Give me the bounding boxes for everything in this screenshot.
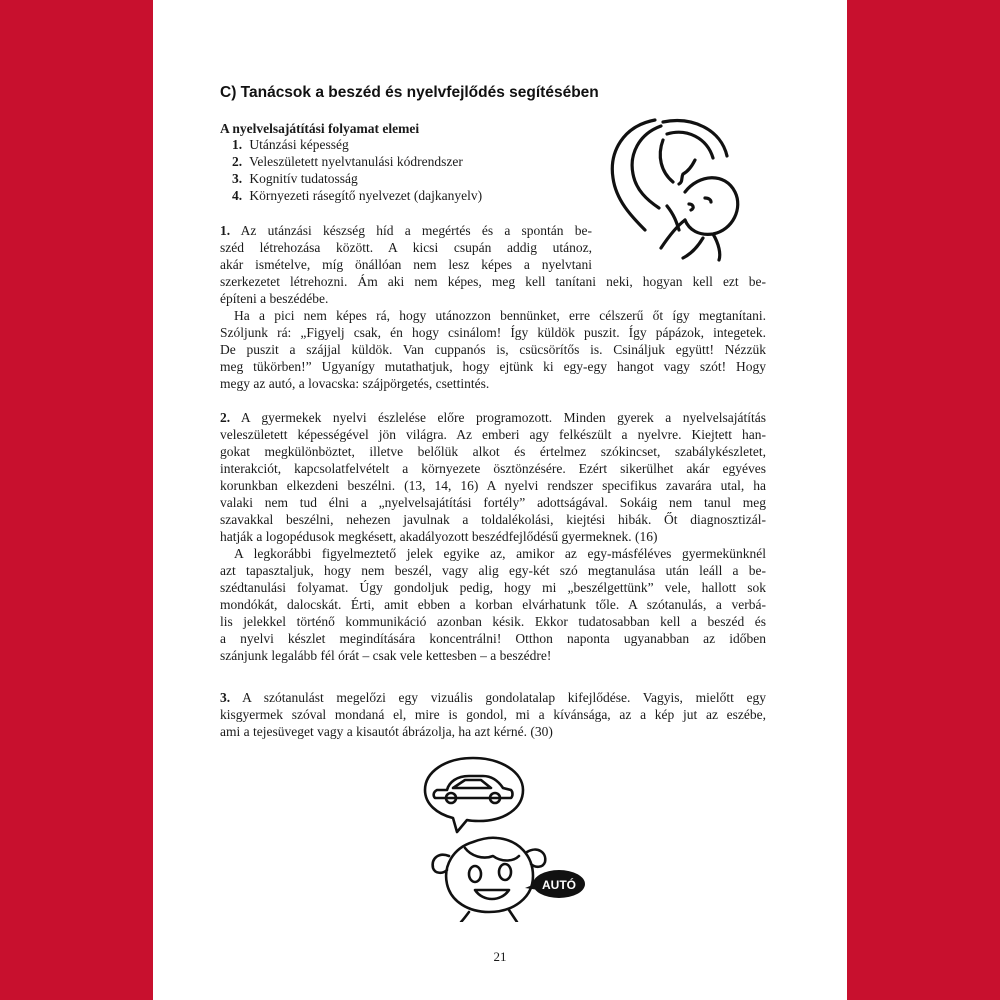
paragraph-line: szédtanulási folyamat. Úgy gondoljuk pedig, hogy mi „beszélgettünk” vele, hallott sok [220,580,766,595]
paragraph-line: kisgyermek szóval mondaná el, mire is gondol, mi a kívánsága, az a kép jut az eszébe, [220,707,766,722]
paragraph-line: azt tapasztaljuk, hogy nem beszél, vagy alig egy-két szó megtanulása után leáll a be- [220,563,766,578]
paragraph-line: gokat megkülönböztet, illetve belőlük alkot és értelmez szókincset, szabálykészletet, [220,444,766,459]
paragraph-line: szavakkal beszélni, nehezen javulnak a toldalékolási, kiejtési hibák. Őt diagnosztizál- [220,512,766,527]
section-heading: C) Tanácsok a beszéd és nyelvfejlődés segítésében [220,84,599,101]
paragraph-line: 3. A szótanulást megelőzi egy vizuális gondolatalap kifejlődése. Vagyis, mielőtt egy [220,690,766,705]
paragraph-line: 2. A gyermekek nyelvi észlelése előre programozott. Minden gyerek a nyelvelsajátítás [220,410,766,425]
paragraph-line: Szóljunk rá: „Figyelj csak, én hogy csinálom! Így küldök puszit. Így pápázok, integetek. [220,325,766,340]
paragraph-line: De puszit a szájjal küldök. Van cuppanós is, csücsörítős is. Csináljuk együtt! Nézzük [220,342,766,357]
paragraph-line: veleszületett képességével jön világra. Az emberi agy felkészült a nyelvre. Kiejtett han- [220,427,766,442]
paragraph-line: megy az autó, a lovacska: szájpörgetés, csettintés. [220,376,490,391]
page-number: 21 [493,949,507,964]
paragraph-line: valaki nem tud élni a „nyelvelsajátítási fortély” adottságával. Sokáig nem tanul meg [220,495,766,510]
page [153,0,847,1000]
section-2 [220,409,766,664]
paragraph-line: 1. Az utánzási készség híd a megértés és a spontán be- [220,223,592,238]
elements-list [232,136,482,204]
paragraph-line: szánjunk legalább fél órát – csak vele kettesben – a beszédre! [220,648,552,663]
auto-label: AUTÓ [542,878,576,892]
paragraph-line: a nyelvi készlet megindítására koncentrálni! Otthon naponta ugyanabban az időben [220,631,766,646]
list-item: 2. Veleszületett nyelvtanulási kódrendszer [232,154,463,169]
list-item: 4. Környezeti rásegítő nyelvezet (dajkanyelv) [232,188,483,203]
paragraph-line: Ha a pici nem képes rá, hogy utánozzon bennünket, erre célszerű őt így megtanítani. [234,308,766,323]
thought-bubble [425,758,523,832]
mother-baby-illustration [603,112,751,262]
section-3 [220,689,766,740]
paragraph-line: széd létrehozása között. A kicsi csupán addig utánoz, [220,240,592,255]
paragraph-line: akár ismételve, míg önállóan nem lesz képes a nyelvtani [220,257,592,272]
list-heading: A nyelvelsajátítási folyamat elemei [220,121,420,136]
paragraph-line: ami a tejesüveget vagy a kisautót ábrázolja, ha azt kérné. (30) [220,724,553,739]
paragraph-line: lis jelekkel történő kommunikáció azonban késik. Ekkor tudatosabban kell a beszéd és [220,614,766,629]
list-item: 1. Utánzási képesség [232,137,349,152]
paragraph-line: A legkorábbi figyelmeztető jelek egyike az, amikor az egy-másféléves gyermekünknél [234,546,766,561]
paragraph-line: meg tükörben!” Ugyanígy mutathatjuk, hogy ejtünk ki egy-egy hangot vagy szót! Hogy [220,359,766,374]
paragraph-line: korunkban elkezdeni beszélni. (13, 14, 16) A nyelvi rendszer specifikus zavarára utal, ha [220,478,766,493]
paragraph-line: szerkezetet létrehozni. Ám aki nem képes, meg kell tanítani neki, hogyan kell ezt be- [220,274,766,289]
paragraph-line: interakciót, kapcsolatfelvételt a környezete ösztönzésére. Ezért sikerülhet akár egyéves [220,461,766,476]
paragraph-line: mondókát, dalocskát. Érti, amit ebben a korban elvárhatunk tőle. A szótanulás, a verbá- [220,597,766,612]
paragraph-line: építeni a beszédébe. [220,291,329,306]
paragraph-line: hatják a logopédusok megkésett, akadályozott beszédfejlődésű gyermeknek. (16) [220,529,658,544]
list-item: 3. Kognitív tudatosság [232,171,358,186]
child-car-illustration [413,752,593,922]
